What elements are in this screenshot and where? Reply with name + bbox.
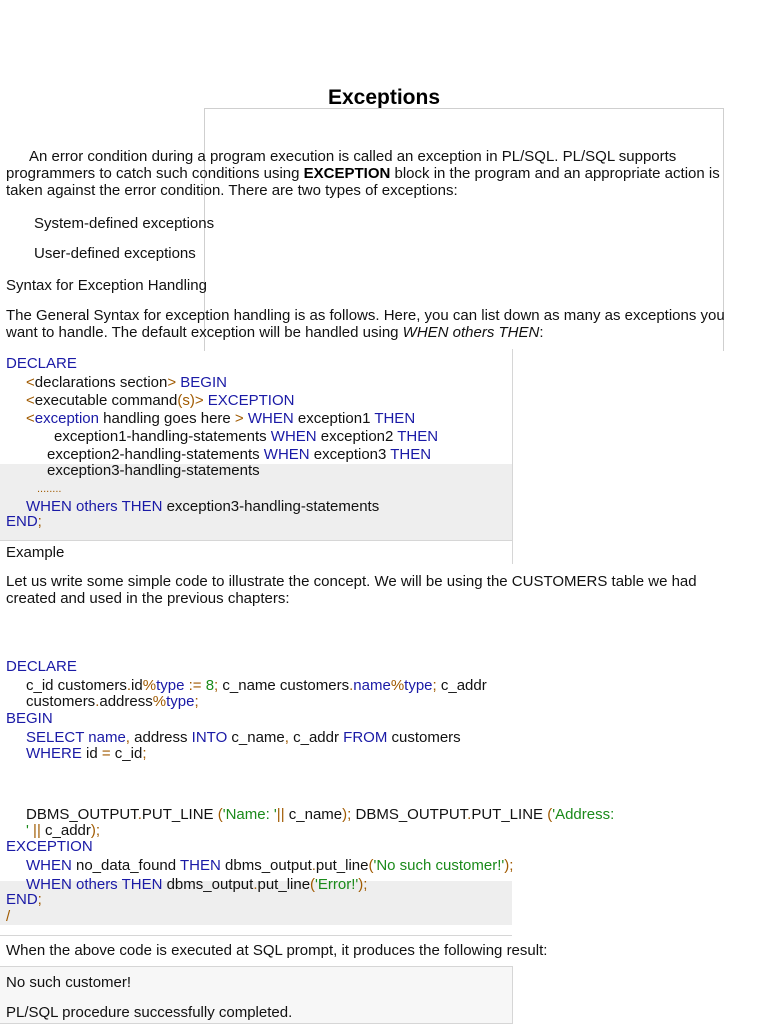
code-operator: . xyxy=(349,677,354,694)
syntax-line-2 xyxy=(6,324,751,341)
code-text: declarations section xyxy=(34,374,168,391)
code-keyword: FROM xyxy=(343,729,388,746)
code-operator: . xyxy=(467,806,472,823)
code-keyword: THEN xyxy=(180,857,221,874)
exception-keyword: EXCEPTION xyxy=(303,165,391,182)
intro-text: programmers to catch such conditions using xyxy=(6,165,304,182)
code-line xyxy=(6,908,10,926)
code-operator: ; xyxy=(37,513,42,530)
result-intro: When the above code is executed at SQL prompt, it produces the following result: xyxy=(6,942,548,959)
code-line xyxy=(6,710,53,728)
code-keyword: THEN xyxy=(390,446,432,463)
code-line xyxy=(37,480,61,498)
syntax-code-block xyxy=(0,349,513,541)
code-line xyxy=(6,658,77,676)
code-text: exception2-handling-statements xyxy=(47,446,264,463)
code-text: customers xyxy=(26,693,96,710)
code-keyword: SELECT xyxy=(26,729,85,746)
code-keyword: WHEN xyxy=(26,857,72,874)
code-keyword: type xyxy=(156,677,185,694)
intro-text: block in the program and an appropriate action is xyxy=(390,165,720,182)
code-text: exception3 xyxy=(309,446,391,463)
code-text: executable command xyxy=(34,392,178,409)
code-keyword: END xyxy=(6,513,38,530)
when-others-then: WHEN others THEN xyxy=(402,324,540,341)
code-text: no_data_found xyxy=(71,857,180,874)
code-string: 'No such customer!' xyxy=(373,857,505,874)
code-text: c_addr xyxy=(40,822,91,839)
code-keyword: WHEN others THEN xyxy=(26,876,163,893)
intro-line-1: An error condition during a program execution is called an exception in PL/SQL. PL/SQL supports xyxy=(29,148,677,165)
syntax-paragraph xyxy=(6,307,751,341)
code-string: 'Address: xyxy=(552,806,615,823)
code-operator: / xyxy=(6,908,11,925)
code-text: DBMS_OUTPUT xyxy=(351,806,468,823)
result-line-1: No such customer! xyxy=(6,974,132,991)
code-operator: < xyxy=(26,410,35,427)
code-keyword: BEGIN xyxy=(176,374,227,391)
code-text: put_line xyxy=(315,857,369,874)
code-operator: < xyxy=(26,374,35,391)
code-text: exception1-handling-statements xyxy=(54,428,271,445)
code-text: c_name xyxy=(284,806,343,823)
code-keyword: WHERE xyxy=(26,745,82,762)
code-text: exception3-handling-statements xyxy=(162,498,380,515)
code-keyword: THEN xyxy=(397,428,439,445)
code-line xyxy=(26,857,513,875)
code-operator: . xyxy=(311,857,316,874)
intro-line-3: taken against the error condition. There are two types of exceptions: xyxy=(6,182,458,199)
code-line xyxy=(6,355,77,373)
code-keyword: exception xyxy=(34,410,99,427)
code-string: ' xyxy=(26,822,29,839)
code-line xyxy=(26,693,199,711)
example-label: Example xyxy=(6,544,65,561)
syntax-line-1: The General Syntax for exception handling is as follows. Here, you can list down as many as exceptions you xyxy=(6,307,725,324)
code-operator: || xyxy=(276,806,285,823)
code-keyword: WHEN others THEN xyxy=(26,498,163,515)
code-operator: . xyxy=(95,693,100,710)
code-text: address xyxy=(129,729,192,746)
code-operator: = xyxy=(101,745,111,762)
code-keyword: EXCEPTION xyxy=(6,838,93,855)
page-title: Exceptions xyxy=(327,86,441,109)
code-text: id xyxy=(131,677,143,694)
code-text: customers xyxy=(387,729,461,746)
code-operator: ; xyxy=(142,745,147,762)
code-text: c_addr xyxy=(436,677,487,694)
code-number: 8 xyxy=(205,677,215,694)
code-operator: % xyxy=(142,677,157,694)
code-line xyxy=(26,876,367,894)
code-line xyxy=(6,838,93,856)
code-string: 'Name: ' xyxy=(222,806,277,823)
code-text: put_line xyxy=(257,876,311,893)
code-keyword: name xyxy=(84,729,126,746)
code-text: c_name customers xyxy=(218,677,350,694)
code-text: c_name xyxy=(227,729,285,746)
code-keyword: name xyxy=(353,677,391,694)
code-operator: ; xyxy=(432,677,437,694)
code-line xyxy=(54,428,438,446)
code-operator: . xyxy=(126,677,132,694)
code-text: exception2 xyxy=(316,428,398,445)
code-text: dbms_output xyxy=(162,876,254,893)
code-operator: := xyxy=(184,677,206,694)
result-output-box xyxy=(0,966,513,1024)
code-operator: ); xyxy=(342,806,352,823)
code-operator: ; xyxy=(37,891,42,908)
code-line xyxy=(6,891,42,909)
code-keyword: DECLARE xyxy=(6,355,77,372)
code-keyword: WHEN xyxy=(270,428,317,445)
code-operator: % xyxy=(152,693,167,710)
code-string: 'Error!' xyxy=(315,876,359,893)
code-text: PUT_LINE xyxy=(471,806,548,823)
code-operator: . xyxy=(137,806,142,823)
code-text: dbms_output xyxy=(220,857,312,874)
code-keyword: THEN xyxy=(374,410,416,427)
code-text: c_addr xyxy=(288,729,344,746)
divider xyxy=(0,935,512,936)
code-text: PUT_LINE xyxy=(141,806,218,823)
code-line xyxy=(47,462,260,480)
code-keyword: INTO xyxy=(191,729,228,746)
code-line xyxy=(26,745,146,763)
syntax-text: want to handle. The default exception will be handled using xyxy=(6,324,403,341)
code-operator: ( xyxy=(217,806,223,823)
code-operator: ( xyxy=(547,806,553,823)
code-operator: ( xyxy=(310,876,316,893)
code-operator: ); xyxy=(358,876,368,893)
code-operator: % xyxy=(390,677,405,694)
code-operator: ); xyxy=(504,857,514,874)
code-operator: . xyxy=(253,876,258,893)
code-operator: ; xyxy=(194,693,199,710)
code-text: c_id xyxy=(110,745,143,762)
syntax-heading: Syntax for Exception Handling xyxy=(6,277,207,294)
example-line-1: Let us write some simple code to illustrate the concept. We will be using the CUSTOMERS table we had xyxy=(6,573,697,590)
code-operator: ; xyxy=(214,677,219,694)
intro-paragraph xyxy=(6,148,751,199)
code-line xyxy=(26,410,415,428)
code-text: id xyxy=(81,745,102,762)
syntax-text: : xyxy=(539,324,544,341)
code-keyword: EXCEPTION xyxy=(203,392,295,409)
example-line-2: created and used in the previous chapters: xyxy=(6,590,290,607)
code-keyword: WHEN xyxy=(243,410,294,427)
list-item-system-defined: System-defined exceptions xyxy=(34,215,215,232)
code-dots: ........ xyxy=(37,483,62,495)
code-line xyxy=(26,498,379,516)
intro-line-2 xyxy=(6,165,751,182)
code-text: exception1 xyxy=(293,410,375,427)
code-operator: , xyxy=(284,729,289,746)
code-keyword: DECLARE xyxy=(6,658,77,675)
list-item-user-defined: User-defined exceptions xyxy=(34,245,196,262)
code-line xyxy=(26,806,614,824)
code-operator: (s) xyxy=(177,392,195,409)
example-paragraph xyxy=(6,573,751,607)
code-text: address xyxy=(99,693,153,710)
code-keyword: WHEN xyxy=(263,446,310,463)
code-operator: , xyxy=(125,729,130,746)
code-operator: < xyxy=(26,392,35,409)
code-keyword: type xyxy=(166,693,195,710)
code-line xyxy=(26,374,227,392)
code-operator: > xyxy=(167,374,177,391)
code-text: c_id customers xyxy=(26,677,127,694)
code-text: DBMS_OUTPUT xyxy=(26,806,138,823)
example-box xyxy=(0,540,513,564)
code-text: handling goes here xyxy=(98,410,235,427)
code-keyword: BEGIN xyxy=(6,710,53,727)
code-line xyxy=(6,513,42,531)
code-text: exception3-handling-statements xyxy=(47,462,260,479)
code-keyword: type xyxy=(404,677,433,694)
code-operator: ( xyxy=(368,857,374,874)
code-keyword: END xyxy=(6,891,38,908)
result-line-2: PL/SQL procedure successfully completed. xyxy=(6,1004,293,1021)
code-operator: ); xyxy=(90,822,101,839)
code-operator: > xyxy=(234,410,244,427)
code-operator: > xyxy=(194,392,204,409)
code-operator: || xyxy=(28,822,41,839)
code-line xyxy=(26,392,294,410)
